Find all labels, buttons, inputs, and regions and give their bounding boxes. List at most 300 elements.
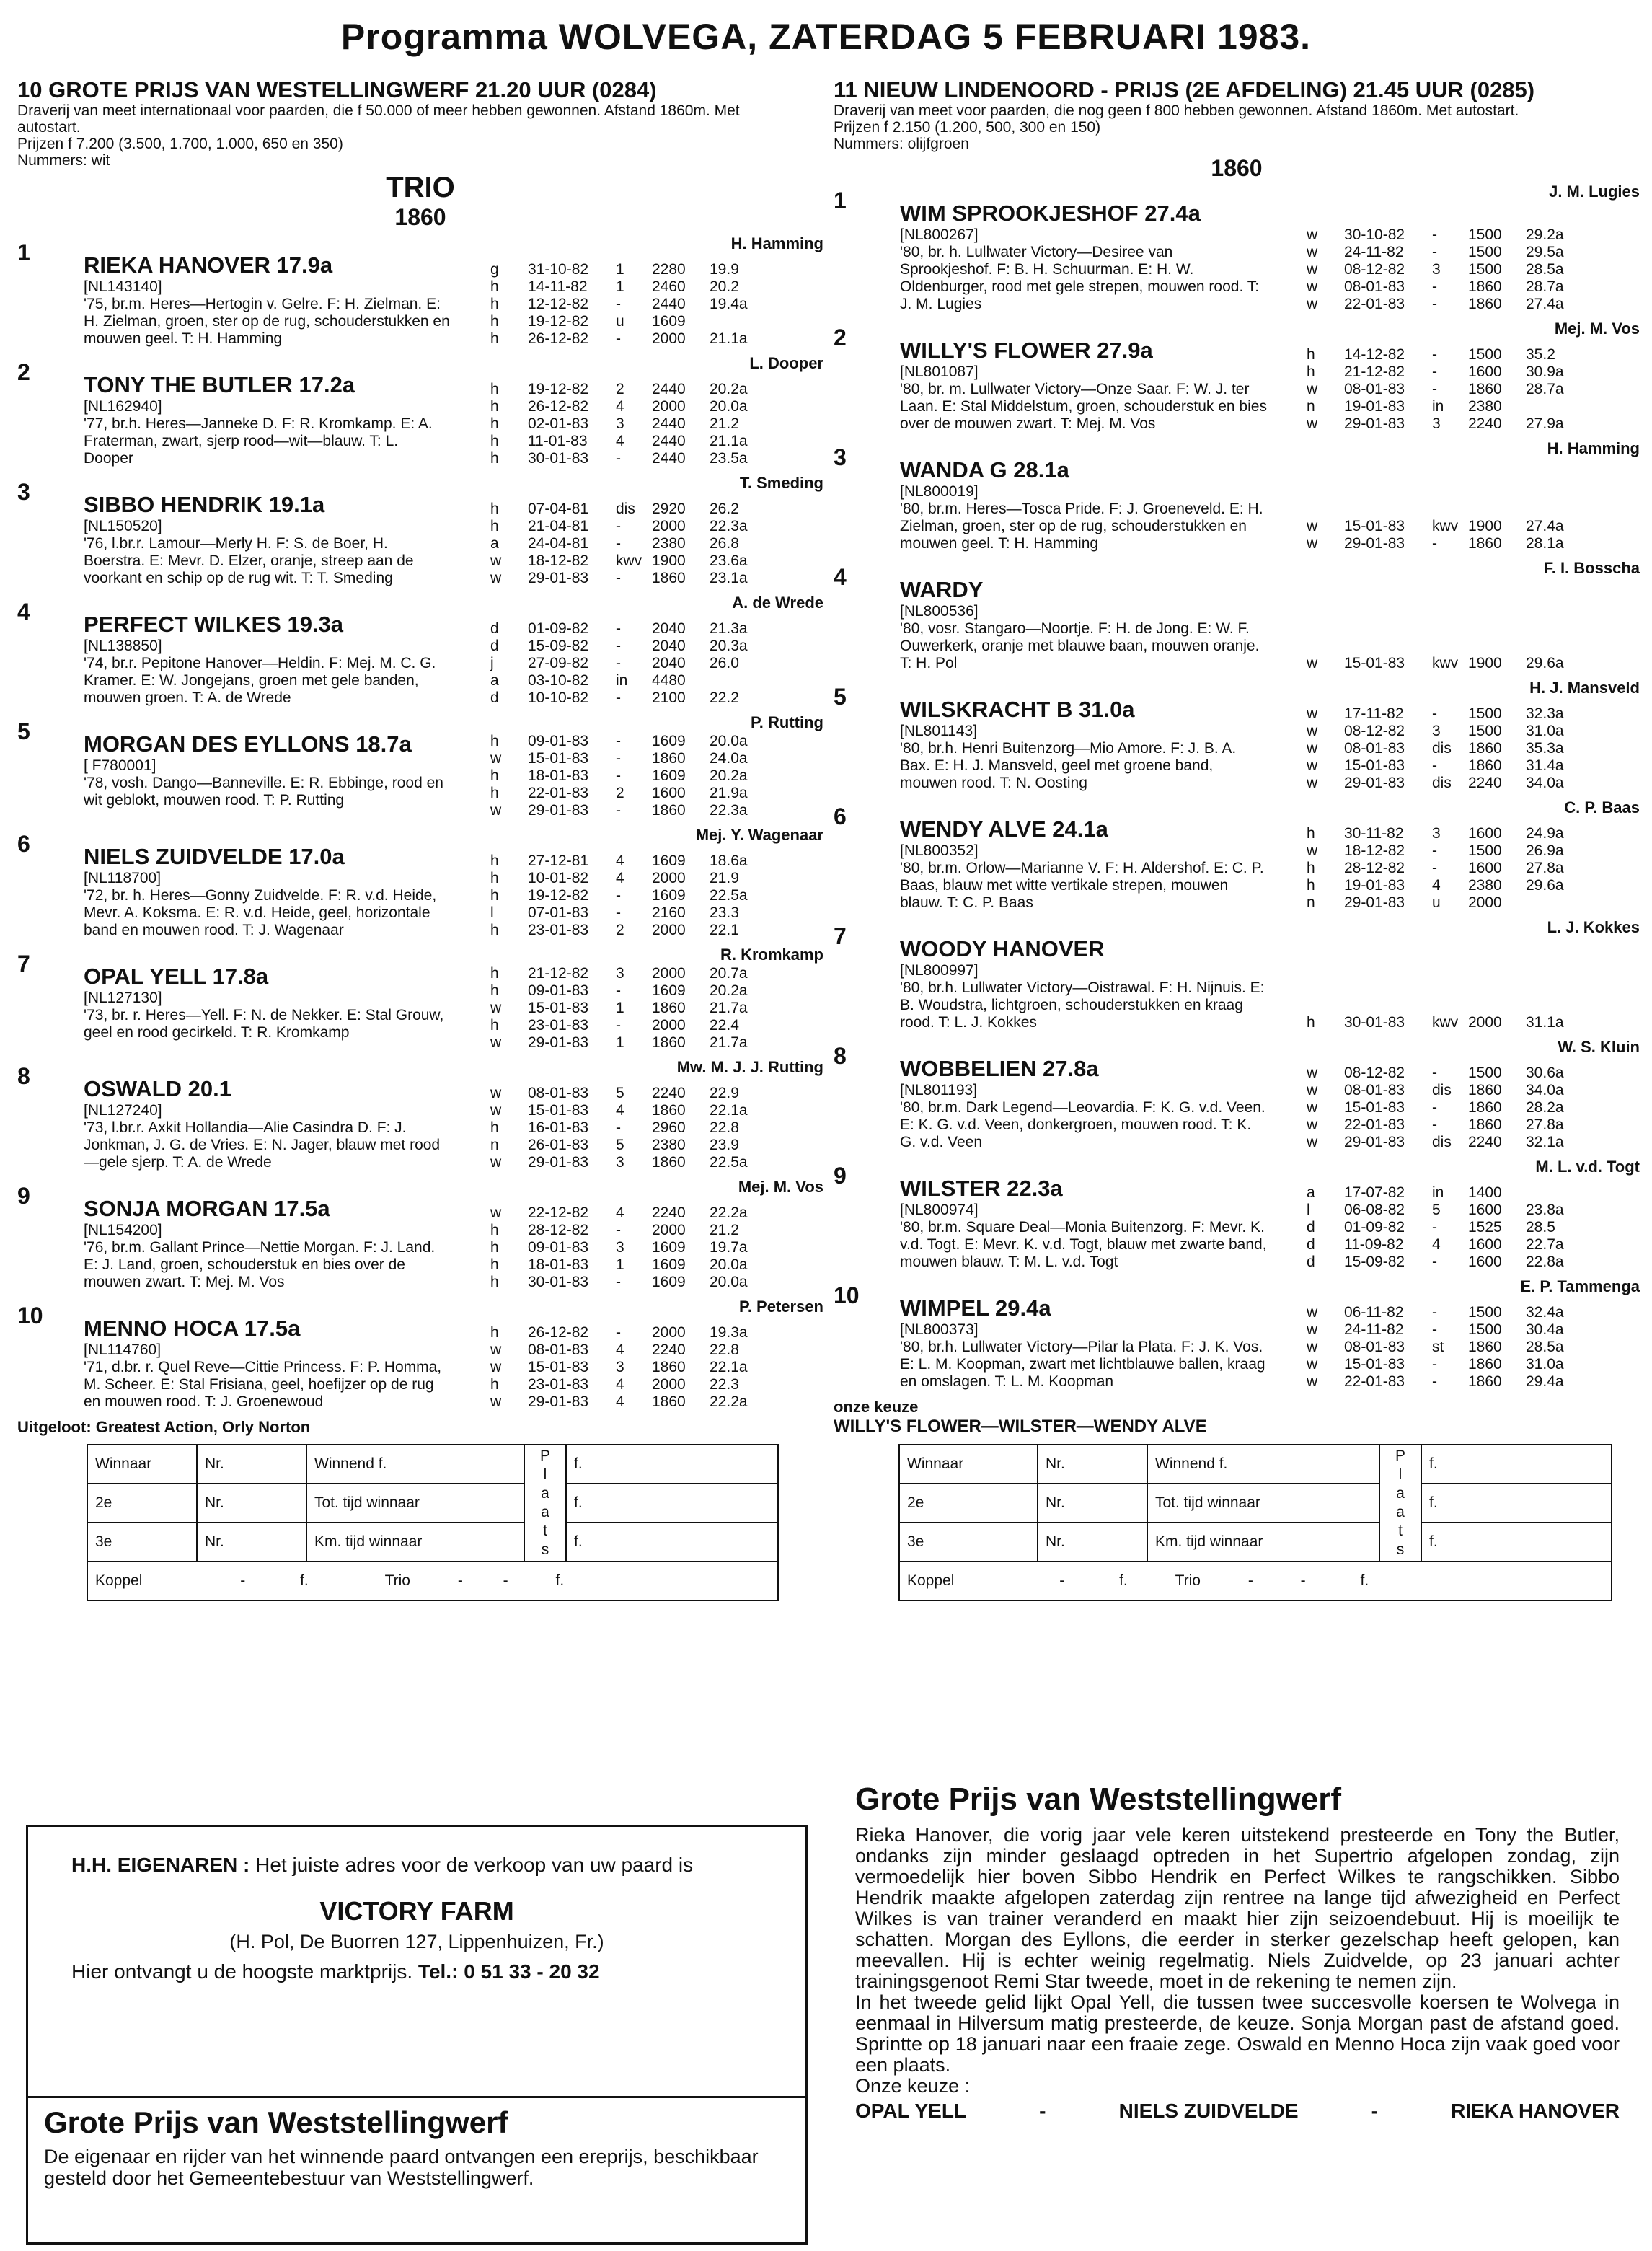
result-row: w 06-11-82 - 1500 32.4a: [1307, 1304, 1564, 1321]
horse-results: [490, 1204, 815, 1291]
result-row: h 21-12-82 3 2000 20.7a: [490, 965, 748, 982]
horse-info: '73, br. r. Heres—Yell. F: N. de Nekker. E: Stal Grouw, geel en rood gecirkeld. T: R. Kromkamp: [84, 1007, 444, 1041]
result-row: w 22-01-83 - 1860 27.4a: [1307, 296, 1564, 312]
result-row: h 18-01-83 - 1609 20.2a: [490, 767, 748, 784]
trophy-text: De eigenaar en rijder van het winnende paard ontvangen een ereprijs, beschikbaar gesteld door het Gemeentebestuur van Weststellingwerf.: [44, 2146, 759, 2189]
trio-dash: -: [1247, 1572, 1253, 1589]
result-row: h 26-12-82 - 2000 21.1a: [490, 330, 748, 347]
horse-info: '80, br.h. Lullwater Victory—Pilar la Plata. F: J. K. Vos. E: L. M. Koopman, zwart met lichtblauwe ballen, kraag en omslagen. T: L. M. Koopman: [900, 1339, 1265, 1390]
result-row: h 21-04-81 - 2000 22.3a: [490, 518, 748, 534]
horse-name: WENDY ALVE 24.1a: [900, 816, 1108, 842]
horse-entry: [834, 320, 1640, 433]
victory-farm-ad: [26, 1825, 808, 2123]
result-row: d 11-09-82 4 1600 22.7a: [1307, 1236, 1564, 1253]
result-row: h 12-12-82 - 2440 19.4a: [490, 296, 748, 312]
result-row: h 26-12-82 4 2000 20.0a: [490, 398, 748, 415]
result-row: h 23-01-83 2 2000 22.1: [490, 922, 739, 938]
tel-number: 0 51 33 - 20 32: [464, 1960, 600, 1983]
horse-number: 1: [834, 188, 847, 213]
result-row: a 17-07-82 in 1400: [1307, 1184, 1502, 1201]
horse-name: WILSKRACHT B 31.0a: [900, 697, 1135, 722]
horse-trainer: C. P. Baas: [1564, 798, 1640, 816]
horse-info: '73, l.br.r. Axkit Hollandia—Alie Casindra D. F: J. Jonkman, J. G. de Vries. E: N. Jager, blauw met rood—gele sjerp. T: A. de Wrede: [84, 1119, 441, 1171]
horse-info: '74, br.r. Pepitone Hanover—Heldin. F: Mej. M. C. G. Kramer. E: W. Jongejans, groen met gele banden, mouwen groen. T: A. de Wrede: [84, 655, 436, 706]
horse-info: '71, d.br. r. Quel Reve—Cittie Princess. F: P. Homma, M. Scheer. E: Stal Frisiana, geel, hoefijzer op de rug en mouwen rood. T: J. Groenewoud: [84, 1359, 442, 1410]
result-row: d 10-10-82 - 2100 22.2: [490, 690, 739, 706]
horse-results: [1307, 1065, 1631, 1151]
horse-number: 2: [834, 325, 847, 351]
horse-entry: [17, 594, 823, 707]
horse-id: [NL800974]: [900, 1202, 979, 1218]
farm-offer: Hier ontvangt u de hoogste marktprijs.: [71, 1960, 413, 1983]
result-row: w 15-01-83 - 1860 24.0a: [490, 750, 748, 767]
result-row: w 15-01-83 - 1860 31.4a: [1307, 757, 1564, 774]
result-row: w 22-01-83 - 1860 27.8a: [1307, 1116, 1564, 1133]
result-row: h 19-01-83 4 2380 29.6a: [1307, 877, 1564, 894]
horse-trainer: T. Smeding: [739, 474, 823, 492]
horse-id: [NL800352]: [900, 842, 979, 859]
horse-name: NIELS ZUIDVELDE 17.0a: [84, 844, 345, 869]
horse-info: '77, br.h. Heres—Janneke D. F: R. Kromkamp. E: A. Fraterman, zwart, sjerp rood—wit—blauw. T: L. Dooper: [84, 415, 433, 467]
horse-number: 9: [17, 1183, 30, 1209]
horse-id: [NL114760]: [84, 1342, 162, 1358]
plaats-3-field: f.: [566, 1523, 778, 1561]
result-row: h 26-12-82 - 2000 19.3a: [490, 1324, 748, 1341]
horse-info: '76, br.m. Gallant Prince—Nettie Morgan. F: J. Land. E: J. Land, groen, schouderstuk en bies over de mouwen zwart. T: Mej. M. Vos: [84, 1239, 436, 1290]
result-row: h 30-01-83 kwv 2000 31.1a: [1307, 1014, 1564, 1031]
horse-entry: [17, 827, 823, 939]
trio-dash: -: [457, 1572, 463, 1589]
horse-id: [NL800997]: [900, 962, 979, 979]
horse-trainer: P. Petersen: [738, 1298, 823, 1316]
horse-id: [NL118700]: [84, 870, 162, 886]
tot-tijd-label: Tot. tijd winnaar: [306, 1484, 524, 1523]
horse-trainer: M. L. v.d. Togt: [1535, 1158, 1640, 1176]
result-row: w 29-01-83 dis 2240 32.1a: [1307, 1134, 1564, 1150]
race-10-horse-list: [17, 235, 823, 1411]
result-row: h 18-01-83 1 1609 20.0a: [490, 1256, 748, 1273]
horse-number: 6: [17, 831, 30, 857]
race-11-keuze: WILLY'S FLOWER—WILSTER—WENDY ALVE: [834, 1417, 1207, 1436]
horse-info: '78, vosh. Dango—Banneville. E: R. Ebbinge, rood en wit geblokt, mouwen rood. T: P. Rutting: [84, 775, 443, 809]
horse-info: '76, l.br.r. Lamour—Merly H. F: S. de Boer, H. Boerstra. E: Mevr. D. Elzer, oranje, streep aan de voorkant en schip op de rug wit. T: T. Smeding: [84, 535, 414, 586]
horse-trainer: E. P. Tammenga: [1520, 1277, 1640, 1295]
result-row: d 01-09-82 - 1525 28.5: [1307, 1219, 1555, 1235]
result-row: w 15-01-83 1 1860 21.7a: [490, 1000, 748, 1016]
horse-info: '72, br. h. Heres—Gonny Zuidvelde. F: R. v.d. Heide, Mevr. A. Koksma. E: R. v.d. Heide, geel, horizontale band en mouwen rood. T: J. Wagenaar: [84, 887, 437, 938]
race-11-prizes: Prijzen f 2.150 (1.200, 500, 300 en 150): [834, 119, 1101, 136]
analysis-picks: [855, 2100, 1620, 2123]
horse-results: [490, 620, 815, 707]
third-label: 3e: [899, 1523, 1038, 1561]
result-row: w 15-01-83 kwv 1900 27.4a: [1307, 518, 1564, 534]
result-row: w 15-01-83 kwv 1900 29.6a: [1307, 655, 1564, 671]
horse-number: 10: [834, 1282, 860, 1308]
result-row: w 15-01-83 4 1860 22.1a: [490, 1102, 748, 1119]
result-row: h 30-11-82 3 1600 24.9a: [1307, 825, 1564, 842]
horse-number: 9: [834, 1163, 847, 1189]
horse-name: WILSTER 22.3a: [900, 1176, 1063, 1201]
horse-results: [490, 1324, 815, 1411]
farm-address: (H. Pol, De Buorren 127, Lippenhuizen, Fr.): [229, 1931, 604, 1952]
horse-results: [1307, 1304, 1631, 1391]
analysis-paragraph-1: Rieka Hanover, die vorig jaar vele keren uitstekend presteerde en Tony the Butler, ondanks zijn minder geslaagd optreden in het Supertrio afgelopen zondag, zijn vermoedelijk hier boven Sibbo Hendrik en Perfect Wilkes te rangschikken. Sibbo Hendrik maakte afgelopen zaterdag zijn rentree na lange tijd afwezigheid en Perfect Wilkes is van trainer veranderd en maakt hier zijn seizoendebuut. Hij is moeilijk te schatten. Morgan des Eyllons, die eerder in sterker gezelschap heeft gelopen, kan meevallen. Hij is echter weinig regelmatig. Niels Zuidvelde, op 23 januari achter trainingsgenoot Remi Star tweede, moet in de rekening te nemen zijn.: [855, 1824, 1620, 1992]
horse-results: [490, 261, 815, 348]
result-row: w 08-01-83 - 1860 28.7a: [1307, 278, 1564, 295]
horse-id: [NL150520]: [84, 518, 162, 534]
result-row: w 15-01-83 - 1860 28.2a: [1307, 1099, 1564, 1116]
horse-id: [NL800373]: [900, 1321, 979, 1338]
horse-entry: [17, 946, 823, 1052]
race-11-distance: 1860: [1211, 155, 1263, 181]
horse-results: [490, 381, 815, 467]
trio-label: Trio: [384, 1572, 410, 1589]
horse-id: [NL800536]: [900, 603, 979, 620]
horse-entry: [17, 714, 823, 819]
result-row: w 18-12-82 - 1500 26.9a: [1307, 842, 1564, 859]
horse-name: SIBBO HENDRIK 19.1a: [84, 492, 325, 517]
result-row: h 19-12-82 2 2440 20.2a: [490, 381, 748, 397]
horse-number: 7: [834, 923, 847, 949]
result-row: w 15-01-83 3 1860 22.1a: [490, 1359, 748, 1375]
km-tijd-label: Km. tijd winnaar: [1147, 1523, 1379, 1561]
result-row: h 30-01-83 - 1609 20.0a: [490, 1274, 748, 1290]
result-row: h 19-12-82 - 1609 22.5a: [490, 887, 748, 904]
horse-entry: [834, 919, 1640, 1031]
horse-entry: [17, 475, 823, 587]
race-10-column: [17, 78, 823, 1601]
race-11-title: 11 NIEUW LINDENOORD - PRIJS (2E AFDELING) 21.45 UUR (0285): [834, 77, 1535, 102]
horse-results: [490, 1085, 815, 1171]
race-11-keuze-label: onze keuze: [834, 1398, 919, 1416]
nr-label: Nr.: [197, 1484, 306, 1523]
horse-results: [490, 853, 815, 939]
result-row: a 24-04-81 - 2380 26.8: [490, 535, 739, 552]
horse-number: 3: [834, 444, 847, 470]
horse-results: [1307, 346, 1631, 433]
horse-trainer: L. J. Kokkes: [1547, 918, 1640, 936]
result-row: w 08-01-83 dis 1860 35.3a: [1307, 740, 1564, 757]
horse-info: '80, br.m. Heres—Tosca Pride. F: J. Groeneveld. E: H. Zielman, groen, ster op de rug, schouderstukken en mouwen geel. T: H. Hamming: [900, 501, 1263, 552]
horse-entry: [17, 235, 823, 348]
horse-results: [1307, 655, 1631, 672]
horse-number: 4: [17, 599, 30, 625]
horse-info: '80, br.h. Henri Buitenzorg—Mio Amore. F: J. B. A. Bax. E: H. J. Mansveld, geel met groene band, mouwen rood. T: N. Oosting: [900, 740, 1237, 791]
horse-id: [NL801087]: [900, 364, 979, 380]
race-11-numbers: Nummers: olijfgroen: [834, 136, 969, 152]
race-11-column: [834, 78, 1640, 1601]
horse-trainer: P. Rutting: [750, 713, 823, 731]
horse-info: '80, br.m. Orlow—Marianne V. F: H. Aldershof. E: C. P. Baas, blauw met witte vertikale strepen, mouwen blauw. T: C. P. Baas: [900, 860, 1264, 911]
horse-number: 2: [17, 359, 30, 385]
result-row: n 19-01-83 in 2380: [1307, 398, 1502, 415]
result-row: w 08-01-83 5 2240 22.9: [490, 1085, 739, 1101]
result-row: w 29-01-83 - 1860 23.1a: [490, 570, 748, 586]
horse-results: [1307, 226, 1631, 313]
result-row: w 29-01-83 3 1860 22.5a: [490, 1154, 748, 1171]
result-row: w 15-01-83 - 1860 31.0a: [1307, 1356, 1564, 1373]
horse-number: 6: [834, 803, 847, 829]
horse-trainer: R. Kromkamp: [720, 946, 823, 964]
owners-text: Het juiste adres voor de verkoop van uw paard is: [255, 1854, 694, 1876]
analysis-keuze-label: Onze keuze :: [855, 2075, 971, 2097]
race-10-title: 10 GROTE PRIJS VAN WESTELLINGWERF 21.20 UUR (0284): [17, 77, 657, 102]
race-11-horse-list: [834, 183, 1640, 1391]
pick-sep: -: [1039, 2100, 1046, 2122]
winnend-label: Winnend f.: [1147, 1445, 1379, 1484]
result-row: w 08-12-82 3 1500 31.0a: [1307, 723, 1564, 739]
result-row: w 22-12-82 4 2240 22.2a: [490, 1204, 748, 1221]
horse-id: [NL154200]: [84, 1222, 162, 1238]
horse-name: WILLY'S FLOWER 27.9a: [900, 338, 1153, 363]
horse-results: [1307, 518, 1631, 552]
race-10-distance: 1860: [394, 204, 446, 230]
horse-id: [NL138850]: [84, 638, 162, 654]
horse-info: '80, br.m. Dark Legend—Leovardia. F: K. G. v.d. Veen. E: K. G. v.d. Veen, donkergroen, mouwen rood. T: K. G. v.d. Veen: [900, 1099, 1265, 1150]
horse-entry: [17, 1298, 823, 1411]
plaats-2-field: f.: [1421, 1484, 1612, 1523]
horse-results: [490, 733, 815, 819]
horse-trainer: Mej. M. Vos: [1554, 320, 1640, 338]
race-10-results-form: [87, 1444, 779, 1601]
horse-info: '80, vosr. Stangaro—Noortje. F: H. de Jong. E: W. F. Ouwerkerk, oranje met blauwe baan, mouwen oranje. T: H. Pol: [900, 620, 1260, 671]
tel-label: Tel.:: [418, 1960, 459, 1983]
result-row: w 18-12-82 kwv 1900 23.6a: [490, 552, 748, 569]
horse-trainer: J. M. Lugies: [1549, 182, 1640, 201]
trio-dash: -: [503, 1572, 508, 1589]
horse-name: MENNO HOCA 17.5a: [84, 1316, 301, 1341]
horse-number: 4: [834, 564, 847, 590]
horse-name: MORGAN DES EYLLONS 18.7a: [84, 731, 412, 757]
pick-1: OPAL YELL: [855, 2100, 967, 2122]
horse-entry: [834, 560, 1640, 672]
horse-results: [490, 965, 815, 1052]
result-row: w 08-01-83 dis 1860 34.0a: [1307, 1082, 1564, 1098]
result-row: w 30-10-82 - 1500 29.2a: [1307, 226, 1564, 243]
horse-info: '80, br.h. Lullwater Victory—Oistrawal. F: H. Nijnuis. E: B. Woudstra, lichtgroen, schouderstukken en kraag rood. T: L. J. Kokkes: [900, 979, 1265, 1031]
nr-label: Nr.: [1038, 1484, 1147, 1523]
horse-id: [NL800019]: [900, 483, 979, 500]
result-row: j 27-09-82 - 2040 26.0: [490, 655, 739, 671]
horse-number: 10: [17, 1303, 43, 1329]
plaats-3-field: f.: [1421, 1523, 1612, 1561]
result-row: w 29-01-83 1 1860 21.7a: [490, 1034, 748, 1051]
horse-info: '80, br.m. Square Deal—Monia Buitenzorg. F: Mevr. K. v.d. Togt. E: Mevr. K. v.d. Togt, blauw met zwarte band, mouwen blauw. T: M. L. v.d. Togt: [900, 1219, 1267, 1270]
horse-id: [NL801143]: [900, 723, 978, 739]
horse-id: [NL127240]: [84, 1102, 162, 1119]
koppel-dash: -: [1059, 1572, 1065, 1589]
horse-results: [1307, 1184, 1631, 1271]
horse-trainer: W. S. Kluin: [1558, 1038, 1640, 1056]
koppel-field: f.: [300, 1572, 309, 1589]
horse-name: TONY THE BUTLER 17.2a: [84, 372, 355, 397]
winnend-label: Winnend f.: [306, 1445, 524, 1484]
winner-label: Winnaar: [87, 1445, 197, 1484]
horse-info: '80, br. h. Lullwater Victory—Desiree van Sprookjeshof. F: B. H. Schuurman. E: H. W. Oldenburger, rood met gele strepen, mouwen rood. T: J. M. Lugies: [900, 244, 1260, 312]
page-title: Programma WOLVEGA, ZATERDAG 5 FEBRUARI 1983.: [340, 17, 1312, 57]
horse-trainer: H. Hamming: [730, 234, 823, 252]
horse-results: [490, 501, 815, 587]
horse-number: 1: [17, 239, 30, 265]
result-row: h 02-01-83 3 2440 21.2: [490, 415, 739, 432]
race-10-analysis: [841, 1781, 1620, 2123]
result-row: h 09-01-83 - 1609 20.2a: [490, 982, 748, 999]
horse-number: 5: [834, 684, 847, 710]
trio-dash: -: [1300, 1572, 1306, 1589]
horse-id: [NL162940]: [84, 398, 162, 415]
koppel-dash: -: [240, 1572, 246, 1589]
horse-name: SONJA MORGAN 17.5a: [84, 1196, 330, 1221]
result-row: l 06-08-82 5 1600 23.8a: [1307, 1202, 1564, 1218]
horse-trainer: H. J. Mansveld: [1529, 679, 1640, 697]
koppel-field: f.: [1119, 1572, 1128, 1589]
result-row: h 28-12-82 - 1600 27.8a: [1307, 860, 1564, 876]
horse-entry: [834, 1039, 1640, 1151]
result-row: w 08-01-83 4 2240 22.8: [490, 1342, 739, 1358]
horse-name: WARDY: [900, 577, 984, 602]
pick-3: RIEKA HANOVER: [1451, 2100, 1620, 2122]
horse-trainer: L. Dooper: [749, 354, 823, 372]
horse-name: WOODY HANOVER: [900, 936, 1105, 961]
horse-number: 7: [17, 951, 30, 977]
result-row: d 01-09-82 - 2040 21.3a: [490, 620, 748, 637]
horse-trainer: F. I. Bosscha: [1543, 559, 1640, 577]
result-row: h 14-12-82 - 1500 35.2: [1307, 346, 1555, 363]
result-row: d 15-09-82 - 1600 22.8a: [1307, 1254, 1564, 1270]
result-row: w 24-11-82 - 1500 29.5a: [1307, 244, 1564, 260]
plaats-label: P l a a t s: [1379, 1445, 1421, 1561]
nr-label: Nr.: [1038, 1523, 1147, 1561]
third-label: 3e: [87, 1523, 197, 1561]
result-row: h 11-01-83 4 2440 21.1a: [490, 433, 748, 449]
horse-id: [NL143140]: [84, 278, 162, 295]
result-row: n 29-01-83 u 2000: [1307, 894, 1502, 911]
horse-entry: [17, 1179, 823, 1291]
race-11-results-form: [898, 1444, 1612, 1601]
result-row: w 22-01-83 - 1860 29.4a: [1307, 1373, 1564, 1390]
horse-results: [1307, 825, 1631, 912]
horse-number: 3: [17, 479, 30, 505]
koppel-label: Koppel: [907, 1572, 955, 1589]
horse-name: RIEKA HANOVER 17.9a: [84, 252, 333, 278]
result-row: h 09-01-83 - 1609 20.0a: [490, 733, 748, 749]
horse-trainer: Mej. M. Vos: [738, 1178, 823, 1196]
result-row: w 29-01-83 - 1860 28.1a: [1307, 535, 1564, 552]
trophy-title: Grote Prijs van Weststellingwerf: [44, 2105, 508, 2139]
result-row: w 08-01-83 - 1860 28.7a: [1307, 381, 1564, 397]
result-row: n 26-01-83 5 2380 23.9: [490, 1137, 739, 1153]
race-10-description: Draverij van meet internationaal voor paarden, die f 50.000 of meer hebben gewonnen. Afstand 1860m. Met autostart.: [17, 102, 740, 136]
nr-label: Nr.: [197, 1445, 306, 1484]
horse-results: [1307, 705, 1631, 792]
result-row: h 22-01-83 2 1600 21.9a: [490, 785, 748, 801]
horse-entry: [834, 183, 1640, 313]
horse-name: OSWALD 20.1: [84, 1076, 231, 1101]
result-row: h 09-01-83 3 1609 19.7a: [490, 1239, 748, 1256]
koppel-label: Koppel: [95, 1572, 143, 1589]
horse-info: '80, br. m. Lullwater Victory—Onze Saar. F: W. J. ter Laan. E: Stal Middelstum, groen, schouderstuk en bies over de mouwen zwart. T: Mej. M. Vos: [900, 381, 1267, 432]
horse-number: 8: [834, 1043, 847, 1069]
result-row: h 27-12-81 4 1609 18.6a: [490, 853, 748, 869]
result-row: l 07-01-83 - 2160 23.3: [490, 904, 739, 921]
plaats-label: P l a a t s: [524, 1445, 566, 1561]
horse-info: '75, br.m. Heres—Hertogin v. Gelre. F: H. Zielman. E: H. Zielman, groen, ster op de rug, schouderstukken en mouwen geel. T: H. Hamming: [84, 296, 450, 347]
result-row: w 08-12-82 3 1500 28.5a: [1307, 261, 1564, 278]
horse-trainer: Mej. Y. Wagenaar: [695, 826, 823, 844]
horse-number: 8: [17, 1063, 30, 1089]
horse-id: [NL127130]: [84, 990, 162, 1006]
result-row: w 29-01-83 dis 2240 34.0a: [1307, 775, 1564, 791]
result-row: d 15-09-82 - 2040 20.3a: [490, 638, 748, 654]
horse-entry: [834, 440, 1640, 552]
horse-entry: [834, 679, 1640, 792]
horse-id: [NL801193]: [900, 1082, 978, 1098]
plaats-2-field: f.: [566, 1484, 778, 1523]
trio-field: f.: [1360, 1572, 1369, 1589]
km-tijd-label: Km. tijd winnaar: [306, 1523, 524, 1561]
second-label: 2e: [899, 1484, 1038, 1523]
result-row: w 24-11-82 - 1500 30.4a: [1307, 1321, 1564, 1338]
result-row: w 29-01-83 - 1860 22.3a: [490, 802, 748, 819]
second-label: 2e: [87, 1484, 197, 1523]
horse-entry: [17, 1059, 823, 1171]
result-row: a 03-10-82 in 4480: [490, 672, 686, 689]
result-row: h 14-11-82 1 2460 20.2: [490, 278, 739, 295]
result-row: h 30-01-83 - 2440 23.5a: [490, 450, 748, 467]
result-row: h 07-04-81 dis 2920 26.2: [490, 501, 739, 517]
trio-field: f.: [555, 1572, 565, 1589]
winner-label: Winnaar: [899, 1445, 1038, 1484]
horse-entry: [834, 799, 1640, 912]
horse-trainer: Mw. M. J. J. Rutting: [676, 1058, 823, 1076]
horse-name: OPAL YELL 17.8a: [84, 964, 269, 989]
horse-entry: [17, 355, 823, 467]
tot-tijd-label: Tot. tijd winnaar: [1147, 1484, 1379, 1523]
horse-name: WIM SPROOKJESHOF 27.4a: [900, 201, 1201, 226]
horse-entry: [834, 1278, 1640, 1391]
plaats-1-field: f.: [566, 1445, 778, 1484]
race-10-numbers: Nummers: wit: [17, 152, 110, 169]
result-row: w 17-11-82 - 1500 32.3a: [1307, 705, 1564, 722]
result-row: h 19-12-82 u 1609: [490, 313, 686, 330]
result-row: w 08-01-83 st 1860 28.5a: [1307, 1339, 1564, 1355]
owners-heading: H.H. EIGENAREN :: [71, 1854, 250, 1876]
result-row: g 31-10-82 1 2280 19.9: [490, 261, 739, 278]
koppel-trio-row: [899, 1561, 1612, 1600]
pick-2: NIELS ZUIDVELDE: [1118, 2100, 1299, 2122]
horse-number: 5: [17, 718, 30, 744]
result-row: h 10-01-82 4 2000 21.9: [490, 870, 739, 886]
nr-label: Nr.: [1038, 1445, 1147, 1484]
result-row: h 28-12-82 - 2000 21.2: [490, 1222, 739, 1238]
horse-name: WIMPEL 29.4a: [900, 1295, 1051, 1321]
race-10-withdrawn: Uitgeloot: Greatest Action, Orly Norton: [17, 1418, 311, 1436]
result-row: w 08-12-82 - 1500 30.6a: [1307, 1065, 1564, 1081]
result-row: h 23-01-83 - 2000 22.4: [490, 1017, 739, 1034]
race-10-bet-type: TRIO: [386, 172, 455, 203]
pick-sep: -: [1371, 2100, 1378, 2122]
horse-id: [ F780001]: [84, 757, 156, 774]
nr-label: Nr.: [197, 1523, 306, 1561]
analysis-paragraph-2: In het tweede gelid lijkt Opal Yell, die tussen twee succesvolle koersen te Wolvega in eenmaal in Hilversum matig presteerde, de keuze. Sonja Morgan past de afstand goed. Sprintte op 18 januari naar een fraaie zege. Oswald en Menno Hoca zijn vaak goed voor een plaats.: [855, 1991, 1620, 2076]
horse-name: WOBBELIEN 27.8a: [900, 1056, 1099, 1081]
trio-label: Trio: [1175, 1572, 1201, 1589]
result-row: h 23-01-83 4 2000 22.3: [490, 1376, 739, 1393]
result-row: w 29-01-83 3 2240 27.9a: [1307, 415, 1564, 432]
trophy-notice: [26, 2096, 808, 2245]
plaats-1-field: f.: [1421, 1445, 1612, 1484]
farm-name: VICTORY FARM: [319, 1896, 514, 1926]
